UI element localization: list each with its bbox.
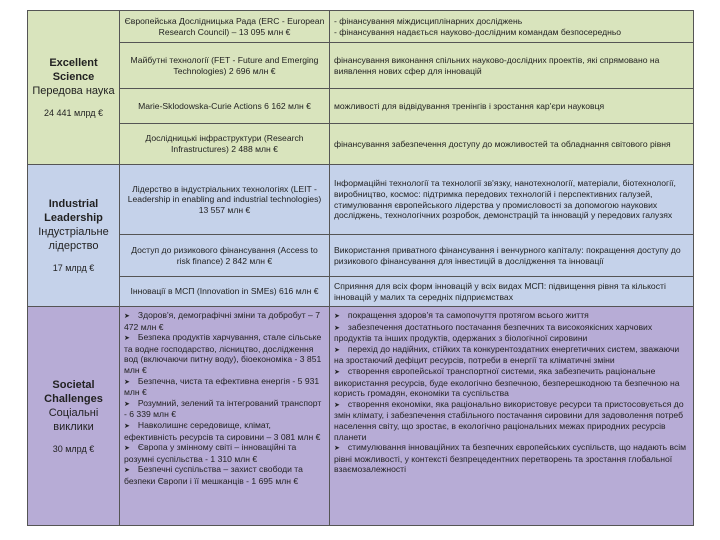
description-cell: фінансування забезпечення доступу до можливостей та обладнання світового рівня (330, 124, 694, 165)
program-item: Навколишнє середовище, клімат, ефективність ресурсів та сировини – 3 081 млн € (124, 419, 321, 442)
description-item: забезпечення достатнього постачання безпечних та високоякісних харчових продуктів та інших продуктів, одержаних з біологічної сировини (334, 321, 653, 344)
pillar-societal-challenges (28, 307, 120, 526)
program-item: Безпека продуктів харчування, стале сільське та водне господарство, лісництво, дослідження вод (включаючи питну воду), біоекономіка - 3 851 млн € (124, 332, 322, 375)
program-cell: Marie-Sklodowska-Curie Actions 6 162 млн € (120, 89, 330, 124)
bullet-arrow-icon: ➤ (124, 444, 130, 453)
bullet-arrow-icon: ➤ (334, 400, 340, 409)
pillar-budget: 24 441 млрд € (43, 108, 104, 119)
table-row (28, 89, 694, 124)
description-item: створення європейської транспортної системи, яка забезпечить раціональне використання ресурсів, буде екологічно безпечною, безперешкодною та безпечною на користь громадян, економіки та суспільства (334, 365, 680, 399)
table-row (28, 277, 694, 307)
pillar-budget: 30 млрд € (52, 443, 95, 454)
description-item: стимулювання інноваційних та безпечних європейських суспільств, що надають всім рівні можливості, у контексті безпрецедентних перетворень та зростання глобальної взаємозалежності (334, 442, 687, 475)
pillar-name-ua: Соціальні виклики (48, 406, 99, 433)
bullet-arrow-icon: ➤ (124, 399, 130, 408)
description-item: покращення здоров'я та самопочуття протягом всього життя (347, 310, 589, 320)
bullet-arrow-icon: ➤ (124, 421, 130, 430)
program-item: Розумний, зелений та інтегрований транспорт - 6 339 млн € (124, 397, 322, 420)
pillar-name: Excellent Science (49, 57, 98, 84)
pillar-industrial-leadership (28, 165, 120, 307)
table-row (28, 307, 694, 526)
societal-programs-cell (120, 307, 330, 526)
description-item: створення економіки, яка раціонально використовує ресурси та пристосовується до змін клімату, і забезпечення стабільного постачання сировини для задоволення потреб населення світу, що зростає, в екологічно раціональних межах природних ресурсів планети (334, 398, 684, 442)
program-cell: Дослідницькі інфраструктури (Research Infrastructures) 2 488 млн € (120, 124, 330, 165)
pillar-excellent-science (28, 11, 120, 165)
description-cell: Сприяння для всіх форм інновацій у всіх видах МСП: підвищення рівня та кількості інновацій у малих та середніх підприємствах (330, 277, 694, 307)
table-row (28, 124, 694, 165)
description-cell: можливості для відвідування тренінгів і зростання кар'єри науковця (330, 89, 694, 124)
pillar-name: Societal Challenges (44, 378, 103, 405)
table-row (28, 43, 694, 89)
bullet-arrow-icon: ➤ (124, 334, 130, 343)
bullet-arrow-icon: ➤ (334, 323, 340, 332)
bullet-arrow-icon: ➤ (334, 367, 340, 376)
program-item: Європа у змінному світі – інноваційні та розумні суспільства - 1 310 млн € (124, 442, 297, 464)
description-cell: - фінансування міждисциплінарних досліджень - фінансування надається науково-дослідним командам безпосередньо (330, 11, 694, 43)
pillar-name: Industrial Leadership (44, 198, 103, 225)
program-cell: Європейська Дослідницька Рада (ERC - European Research Council) – 13 095 млн € (120, 11, 330, 43)
bullet-arrow-icon: ➤ (124, 312, 130, 320)
description-cell: Використання приватного фінансування і венчурного капіталу: покращення доступу до ризикового фінансування для інвестицій в дослідження та інновації (330, 235, 694, 277)
program-item: Безпечні суспільства – захист свободи та безпеки Європи і її мешканців - 1 695 млн € (124, 464, 303, 486)
bullet-arrow-icon: ➤ (334, 444, 340, 453)
pillar-name-ua: Індустріальне лідерство (38, 226, 109, 253)
table-row (28, 165, 694, 235)
societal-descriptions-cell (330, 307, 694, 526)
bullet-arrow-icon: ➤ (124, 377, 130, 386)
bullet-arrow-icon: ➤ (334, 345, 340, 354)
program-item: Безпечна, чиста та ефективна енергія - 5 931 млн € (124, 375, 320, 398)
description-item: перехід до надійних, стійких та конкурентоздатних енергетичних систем, зважаючи на зростаючий дефіцит ресурсів, потреби в енергії та кліматичні зміни (334, 343, 680, 366)
table-row (28, 11, 694, 43)
program-cell: Інновації в МСП (Innovation in SMEs) 616 млн € (120, 277, 330, 307)
pillar-name-ua: Передова наука (32, 85, 115, 98)
description-cell: Інформаційні технології та технології зв'язку, нанотехнології, матеріали, біотехнології, виробництво, космос: підтримка передових технологій і перспективних галузей, стимулювання європейського лідерства у промисловості за допомогою наукових досліджень, технологічних розробок, демонстрацій та інновацій у передових галузях (330, 165, 694, 235)
program-cell: Доступ до ризикового фінансування (Access to risk finance) 2 842 млн € (120, 235, 330, 277)
horizon-2020-table (27, 10, 694, 526)
description-cell: фінансування виконання спільних науково-дослідних проектів, які спрямовано на виявлення нових сфер для інновацій (330, 43, 694, 89)
program-cell: Майбутні технології (FET - Future and Emerging Technologies) 2 696 млн € (120, 43, 330, 89)
table-row (28, 235, 694, 277)
pillar-budget: 17 млрд € (52, 263, 95, 274)
bullet-arrow-icon: ➤ (334, 312, 340, 320)
program-item: Здоров'я, демографічні зміни та добробут – 7 472 млн € (124, 310, 321, 332)
bullet-arrow-icon: ➤ (124, 466, 130, 475)
program-cell: Лідерство в індустріальних технологіях (LEIT - Leadership in enabling and industrial technologies) 13 557 млн € (120, 165, 330, 235)
